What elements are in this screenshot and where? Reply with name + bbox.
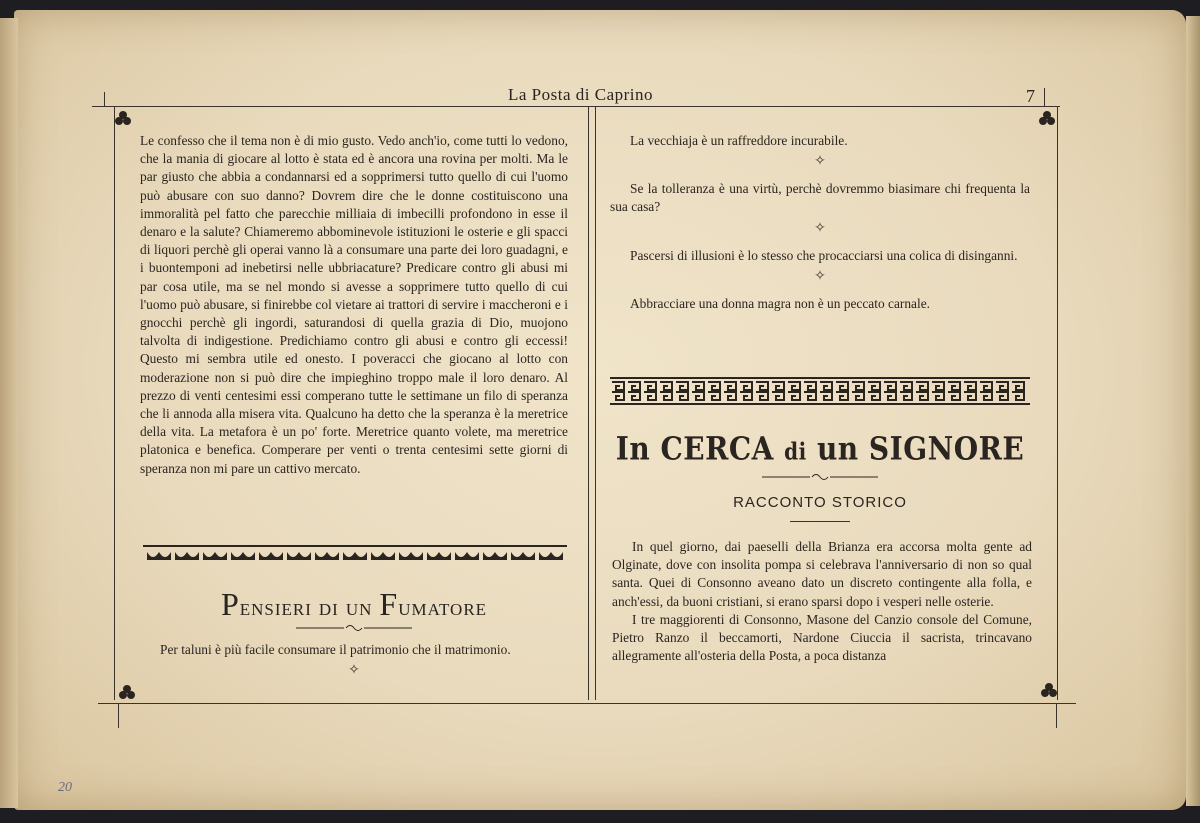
corner-ornament-icon	[1038, 110, 1056, 128]
left-column	[140, 132, 568, 478]
separator-ornament: ✧	[814, 220, 826, 236]
top-rule	[92, 106, 1060, 107]
left-page-edge	[0, 18, 18, 808]
right-column	[610, 132, 1030, 313]
subtitle-rule	[790, 521, 850, 522]
flourish-icon	[294, 623, 414, 633]
saying: Pascersi di illusioni è lo stesso che procacciarsi una colica di disinganni.	[630, 247, 1018, 263]
center-rule-left	[588, 106, 589, 700]
story-subtitle: RACCONTO STORICO	[733, 494, 907, 511]
corner-ornament-icon	[118, 684, 136, 702]
running-header: La Posta di Caprino	[508, 85, 654, 104]
saying: La vecchiaja è un raffreddore incurabile.	[630, 133, 848, 148]
separator-ornament: ✧	[814, 154, 826, 170]
footer-tick-right	[1056, 704, 1057, 728]
right-page-edge	[1186, 16, 1200, 806]
center-rule-right	[595, 106, 596, 700]
right-frame-rule	[1057, 106, 1058, 700]
left-frame-rule	[114, 106, 115, 700]
corner-ornament-icon	[1040, 682, 1058, 700]
pencil-margin-note: 20	[58, 780, 72, 795]
section-title-fumatore: Pensieri di un Fumatore	[140, 586, 568, 633]
header-tick-left	[104, 92, 105, 106]
bottom-rule	[98, 703, 1076, 704]
footer-tick-left	[118, 704, 119, 728]
page-number: 7	[1026, 86, 1035, 106]
separator-ornament: ✧	[814, 268, 826, 284]
corner-ornament-icon	[114, 110, 132, 128]
fumatore-text: Per taluni è più facile consumare il patrimonio che il matrimonio. ✧	[140, 641, 568, 683]
saying: Se la tolleranza è una virtù, perchè dovremmo biasimare chi frequenta la sua casa?	[610, 181, 1030, 215]
decorative-band	[143, 544, 567, 568]
lotto-article-text: Le confesso che il tema non è di mio gusto. Vedo anch'io, come tutti lo vedono, che la mania di giocare al lotto è stata ed è ancora una rovina per molti. Ma le par giusto che abbia a condannarsi ed a sopprimersi tutto quello di cui l'uomo può abusare con suo danno? Dovrem dire che le donne costituiscono una immoralità pel fatto che parecchie milliaia di imbecilli profondono in esse il denaro e la salute? Chiameremo abbominevole istituzioni le osterie e gli spacci di liquori perchè gli operai vanno là a consumare una parte dei loro guadagni, e i buontemponi ad inebetirsi nelle ubbriacature? Predicare contro gli abusi mi par cosa utile, ma se nel mondo si avesse a sopprimere tutto quello di cui l'uomo può abusare, si finirebbe col vietare ai trattori di servire i maccheroni e i gnocchi perchè gli ingordi, saturandosi di quella grazia di Dio, muojono talvolta di indigestione. Predichiamo contro gli abusi e contro gli eccessi! Questo mi sembra utile ed onesto. I poveracci che giocano al lotto con moderazione non si può dire che impieghino troppo male il loro denaro. Al prezzo di venti centesimi essi comperano tutte le settimane un filo di speranza che li annoda alla misera vita. Qualcuno ha detto che la speranza è la meretrice della vita. La metafora è un po' forte. Meretrice quanto volete, ma meretrice platonica e benefica. Comperare per venti o trenta centesimi sette giorni di speranza non mi pare un cattivo mercato.	[140, 133, 568, 476]
saying: Abbracciare una donna magra non è un peccato carnale.	[630, 295, 931, 311]
separator-ornament: ✧	[348, 663, 360, 679]
header-tick-right	[1044, 88, 1045, 106]
story-text: In quel giorno, dai paeselli della Brianza era accorsa molta gente ad Olginate, dove con insolita pompa si celebrava l'anniversario di non so qual santa. Quei di Consonno aveano dato un discreto contingente alla folla, e anch'essi, da buoni cristiani, si erano sparsi dopo i vesperi nelle osterie. I tre maggiorenti di Consonno, Masone del Canzio console del Comune, Pietro Ranzo il beccamorti, Nardone Ciuccia il sacrista, trincavano allegramente all'osteria della Posta, a poca distanza	[612, 539, 1032, 664]
story-title: In CERCA di un SIGNORE	[615, 429, 1025, 468]
flourish-icon	[760, 472, 880, 482]
greek-key-band	[610, 374, 1030, 408]
